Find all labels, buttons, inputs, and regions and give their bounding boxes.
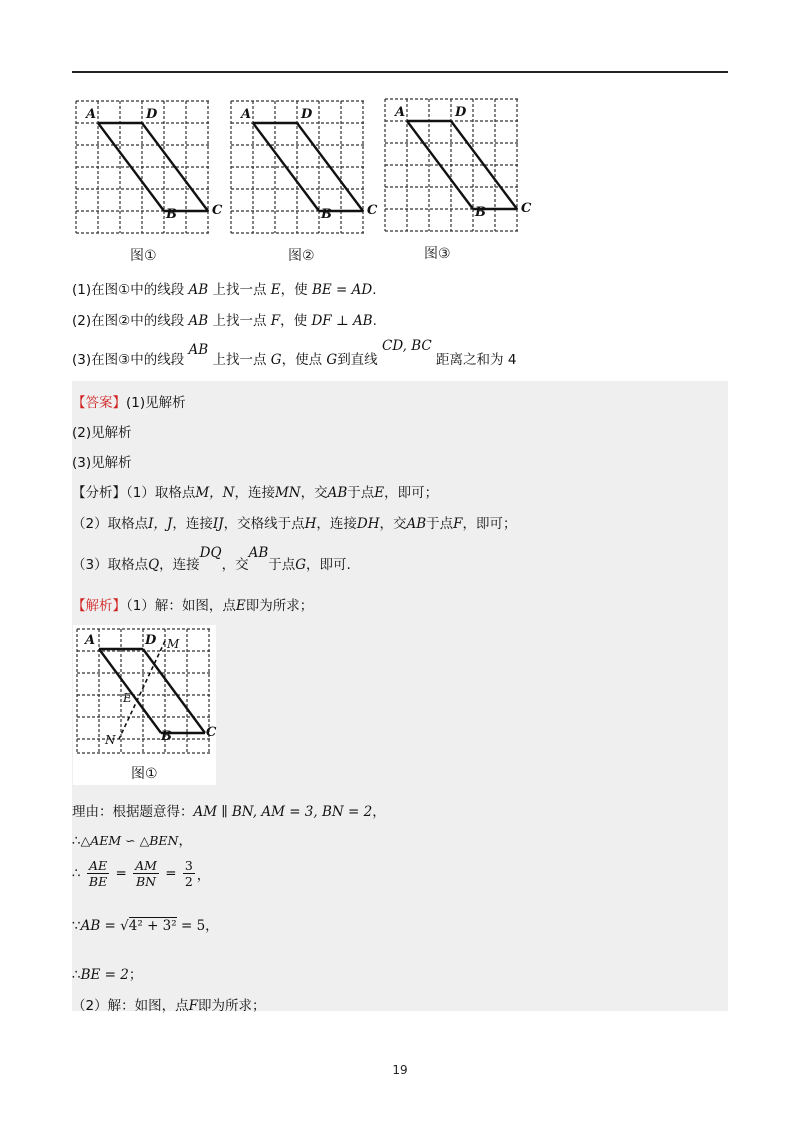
question-1 [72,278,377,298]
label-b: B [166,207,177,222]
ab-radicand: 4² + 3² [128,918,177,934]
label-c: C [206,725,217,740]
reason-text: 理由：根据题意得： [72,804,194,820]
a1-seg: MN [274,485,301,501]
a2-h: H [304,516,317,532]
a3-text3: ，交 [221,557,249,573]
question-3 [72,338,517,368]
s1-text: （1）解：如图，点 [126,598,236,614]
q3-end: 距离之和为 4 [436,352,517,368]
be-value: BE = 2 [80,967,129,983]
a1-ab: AB [327,485,348,501]
frac3-den: 2 [184,874,193,889]
q2-relation: DF ⊥ AB [311,313,373,329]
q2-segment: AB [188,313,209,329]
q3-point-2: G [326,352,338,368]
label-d: D [301,107,313,122]
a3-text: （3）取格点 [72,557,149,573]
q2-text-mid: 上找一点 [212,313,267,329]
label-d: D [146,107,158,122]
s1-end: 即为所求； [245,598,314,614]
page-number: 19 [392,1063,408,1077]
s2-text: （2）解：如图，点 [72,998,189,1014]
s2-pt: F [188,998,198,1014]
question-2 [72,309,377,329]
fraction-3-2 [183,858,195,889]
answer-tag: 【答案】 [72,395,126,411]
therefore-symbol: ∴ [72,865,81,882]
a3-pt: Q [148,557,160,573]
label-a: A [85,633,96,648]
ab-end: ， [205,918,219,934]
s1-pt: E [235,598,246,614]
q1-text-mid: 上找一点 [212,282,267,298]
a2-pt: F [453,516,463,532]
fraction-ae-be [87,858,109,889]
label-d: D [455,105,467,120]
figure-3-caption: 图③ [424,246,451,262]
figure-2-caption: 图② [288,248,315,264]
q3-text-mid: 上找一点 [212,352,267,368]
q3-text: (3)在图③中的线段 [72,352,185,368]
similarity-statement: △AEM ∽ △BEN [80,833,179,848]
a3-text4: 于点 [268,557,296,573]
therefore-symbol: ∴ [72,833,81,849]
frac2-num: AM [135,858,157,873]
a1-points: M，N [195,485,235,501]
q2-text-post: ，使 [280,313,308,329]
figure-3 [383,97,532,235]
ab-length-line: ∵AB = √4² + 3² = 5， [72,918,219,934]
q3-segment: AB [188,342,209,358]
q1-point: E [270,282,281,298]
be-line [72,963,142,983]
a3-seg: DQ [199,545,222,561]
solution-line-1 [72,594,313,614]
solution-tag: 【解析】 [72,598,126,614]
be-end: ； [128,967,143,983]
a1-text2: ，连接 [234,485,275,501]
a3-ptg: G [295,557,307,573]
label-b: B [321,207,332,222]
frac1-den: BE [88,874,108,889]
a3-text2: ，连接 [159,557,200,573]
because-symbol: ∵ [72,918,81,934]
therefore-symbol: ∴ [72,967,81,983]
a1-text4: 于点 [347,485,375,501]
a2-end: ，即可； [462,516,517,532]
a2-dh: DH [356,516,380,532]
solution-figure [73,625,216,785]
q2-point: F [270,313,281,329]
figure-2 [229,99,378,237]
q1-end: . [372,282,377,298]
a2-points: I，J [148,516,173,532]
label-a: A [241,107,252,122]
label-c: C [367,203,378,218]
analysis-line-2 [72,512,517,532]
q1-text: (1)在图①中的线段 [72,282,185,298]
reason-end: ， [372,804,386,820]
q3-text-post: ，使点 [281,352,323,368]
solution-line-2 [72,994,265,1014]
frac3-num: 3 [184,858,193,873]
q3-text-post2: 到直线 [337,352,378,368]
reason-math: AM ∥ BN, AM = 3, BN = 2 [193,804,373,820]
analysis-tag: 【分析】 [72,485,126,501]
reason-line [72,800,386,820]
analysis-line-3 [72,545,351,573]
frac1-num: AE [87,858,109,874]
q1-segment: AB [188,282,209,298]
label-b: B [161,729,172,744]
frac2-den: BN [135,874,157,889]
a2-text: （2）取格点 [72,516,149,532]
s2-end: 即为所求； [197,998,266,1014]
fraction-am-bn [133,858,159,889]
figure-1 [74,99,223,237]
ab-pre: AB = [80,918,121,934]
label-e: E [123,691,132,705]
a2-text3: ，交格线于点 [223,516,305,532]
q2-text: (2)在图②中的线段 [72,313,185,329]
analysis-line-1 [72,481,438,501]
figure-1-caption: 图① [130,248,157,264]
label-d: D [145,633,157,648]
solution-figure-caption: 图① [131,766,158,782]
a2-seg: IJ [212,516,224,532]
label-a: A [395,105,406,120]
q1-text-post: ，使 [280,282,308,298]
q3-point: G [270,352,282,368]
sim-end: ， [178,833,192,849]
a2-text2: ，连接 [172,516,213,532]
frac-end: ， [196,867,211,884]
a1-end: ，即可； [384,485,439,501]
a3-ab: AB [248,545,269,561]
ratio-line: ∴ $\frac{AE}{BE}$ = $\frac{AM}{BN}$ = $\frac{3}{2}$ ， [72,858,211,889]
a2-text6: 于点 [426,516,454,532]
similarity-line [72,829,192,849]
answer-line-1 [72,391,186,411]
answer-line-3: (3)见解析 [72,455,132,471]
a1-pt: E [374,485,385,501]
label-m: M [167,637,180,651]
label-n: N [105,733,116,747]
label-c: C [521,201,532,216]
answer-line-2: (2)见解析 [72,425,132,441]
q1-relation: BE = AD [311,282,373,298]
a2-text4: ，连接 [316,516,357,532]
label-b: B [475,205,486,220]
q2-end: . [372,313,377,329]
a1-text3: ，交 [300,485,328,501]
a2-ab: AB [406,516,427,532]
a1-text: （1）取格点 [126,485,196,501]
q3-lines: CD, BC [381,338,432,354]
header-rule [72,71,728,73]
label-c: C [212,203,223,218]
a3-end: ，即可. [306,557,351,573]
answer-1: (1)见解析 [126,395,186,411]
label-a: A [86,107,97,122]
a2-text5: ，交 [379,516,407,532]
ab-post: = 5 [176,918,206,934]
